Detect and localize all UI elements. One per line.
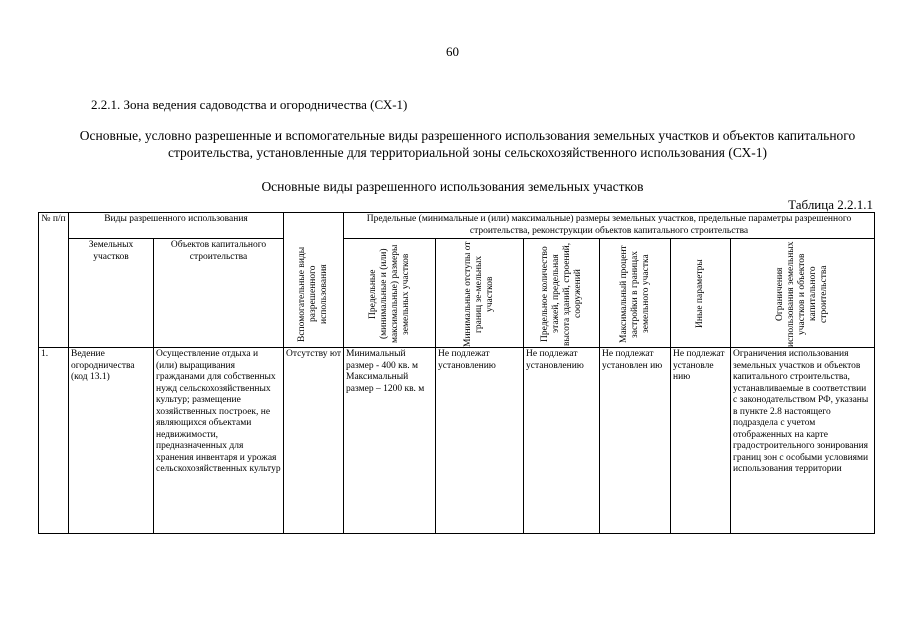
header-floors-text: Предельное количество этажей, предельная высота зданий, строений, сооружений [539, 242, 583, 346]
header-aux-text: Вспомогательные виды разрешенного использования [297, 246, 330, 342]
header-limits: Предельные (минимальные и (или) максимальные) размеры земельных участков, предельные параметры разрешенного строительства, реконструкции объектов капитального строительства [344, 213, 875, 239]
header-size-text: Предельные (минимальные и (или) максимальные) размеры земельных участков [367, 244, 411, 344]
cell-setback: Не подлежат установлению [436, 348, 524, 534]
header-row-1 [39, 213, 875, 239]
header-objects: Объектов капитального строительства [154, 239, 284, 348]
header-coverage [600, 239, 671, 348]
page-number: 60 [446, 44, 459, 59]
document-subtitle: Основные, условно разрешенные и вспомогательные виды разрешенного использования земельных участков и объектов капитального строительства, установленные для территориальной зоны сельскохозяйственного использования (СХ-1) [79, 128, 856, 160]
header-coverage-text: Максимальный процент застройки в границах земельного участка [618, 245, 651, 343]
cell-aux: Отсутству ют [284, 348, 344, 534]
header-num: № п/п [39, 213, 69, 348]
header-floors [524, 239, 600, 348]
table-title: Основные виды разрешенного использования земельных участков [261, 179, 644, 194]
cell-num: 1. [39, 348, 69, 534]
land-use-table-wrapper [38, 212, 874, 534]
land-use-table [38, 212, 875, 534]
header-other-text: Иные параметры [695, 259, 706, 329]
header-setback-text: Минимальные отступы от границ зе-мельных участков [463, 241, 496, 347]
header-other [671, 239, 731, 348]
cell-coverage: Не подлежат установлен ию [600, 348, 671, 534]
table-row [39, 348, 875, 534]
header-kinds: Виды разрешенного использования [69, 213, 284, 239]
section-title: 2.2.1. Зона ведения садоводства и огородничества (СХ-1) [91, 97, 408, 112]
header-setback [436, 239, 524, 348]
cell-floors: Не подлежат установлению [524, 348, 600, 534]
cell-size: Минимальный размер - 400 кв. м Максимальный размер – 1200 кв. м [344, 348, 436, 534]
cell-objects: Осуществление отдыха и (или) выращивания гражданами для собственных нужд сельскохозяйственных культур; размещение хозяйственных построек, не являющихся объектами недвижимости, предназначенных для хранения инвентаря и урожая сельскохозяйственных культур [154, 348, 284, 534]
table-number: Таблица 2.2.1.1 [788, 197, 873, 212]
header-size [344, 239, 436, 348]
header-row-2 [39, 239, 875, 348]
header-aux [284, 213, 344, 348]
header-land: Земельных участков [69, 239, 154, 348]
cell-restrictions: Ограничения использования земельных участков и объектов капитального строительства, устанавливаемые в соответствии с законодательством РФ, указаны в пункте 2.8 настоящего подраздела с учетом отображенных на карте градостроительного зонирования границ зон с особыми условиями использования территории [731, 348, 875, 534]
cell-other: Не подлежат установле нию [671, 348, 731, 534]
header-restrictions [731, 239, 875, 348]
header-restrictions-text: Ограничения использования земельных участков и объектов капитального строительства [775, 241, 830, 347]
cell-land: Ведение огородничества (код 13.1) [69, 348, 154, 534]
